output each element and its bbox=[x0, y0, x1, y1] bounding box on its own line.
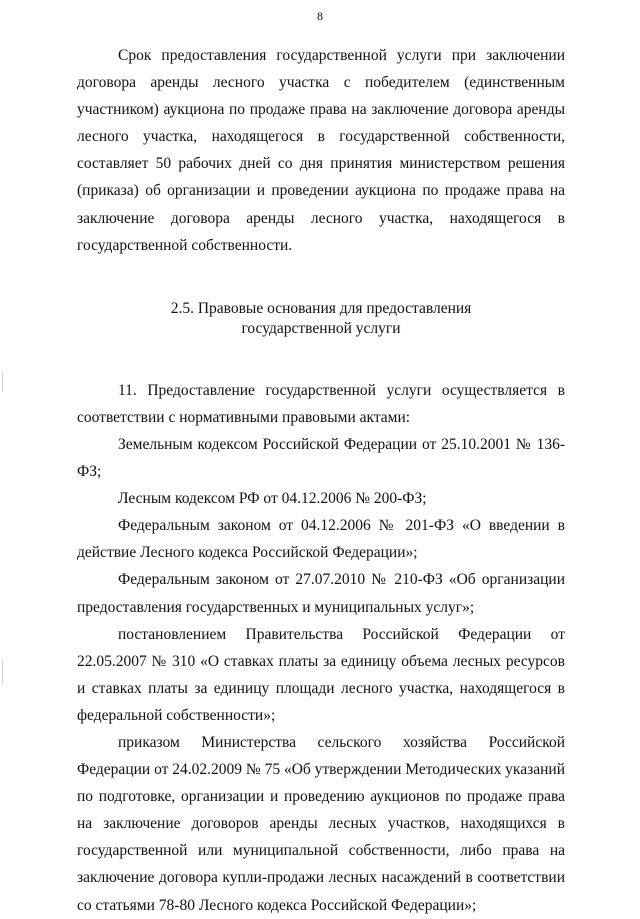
paragraph-term-of-service: Срок предоставления государственной услуги при заключении договора аренды лесного участка с победителем (единственным участником) аукциона по продаже права на заключение договора аренды лесного участка, находящегося в государственной собственности, составляет 50 рабочих дней со дня принятия министерством решения (приказа) об организации и проведении аукциона по продаже права на заключение договора аренды лесного участка, находящегося в государственной собственности. bbox=[77, 47, 565, 254]
scan-margin-mark bbox=[2, 660, 3, 684]
paragraph-forest-code: Лесным кодексом РФ от 04.12.2006 № 200-ФЗ; bbox=[118, 490, 427, 508]
section-heading-line-1: 2.5. Правовые основания для предоставления bbox=[170, 299, 472, 317]
section-heading bbox=[77, 259, 565, 377]
paragraph-legal-basis-intro: 11. Предоставление государственной услуги осуществляется в соответствии с нормативными правовыми актами: bbox=[77, 381, 565, 426]
page-number: 8 bbox=[317, 9, 323, 23]
paragraph-federal-law-201: Федеральным законом от 04.12.2006 № 201-ФЗ «О введении в действие Лесного кодекса Российской Федерации»; bbox=[77, 517, 565, 562]
paragraph-federal-law-210: Федеральным законом от 27.07.2010 № 210-ФЗ «Об организации предоставления государственных и муниципальных услуг»; bbox=[77, 571, 565, 616]
section-heading-line-2: государственной услуги bbox=[241, 319, 401, 337]
scan-margin-mark bbox=[2, 372, 3, 392]
document-body bbox=[77, 42, 565, 919]
paragraph-government-decree-310: постановлением Правительства Российской Федерации от 22.05.2007 № 310 «О ставках платы за единицу объема лесных ресурсов и ставках платы за единицу площади лесного участка, находящегося в федеральной собственности»; bbox=[77, 625, 565, 724]
paragraph-land-code: Земельным кодексом Российской Федерации от 25.10.2001 № 136-ФЗ; bbox=[77, 435, 565, 481]
paragraph-ministry-order-75: приказом Министерства сельского хозяйства Российской Федерации от 24.02.2009 № 75 «Об утверждении Методических указаний по подготовке, организации и проведению аукционов по продаже права на заключение договоров аренды лесных участков, находящихся в государственной или муниципальной собственности, либо права на заключение договора купли-продажи лесных насаждений в соответствии со статьями 78-80 Лесного кодекса Российской Федерации»; bbox=[77, 733, 565, 914]
